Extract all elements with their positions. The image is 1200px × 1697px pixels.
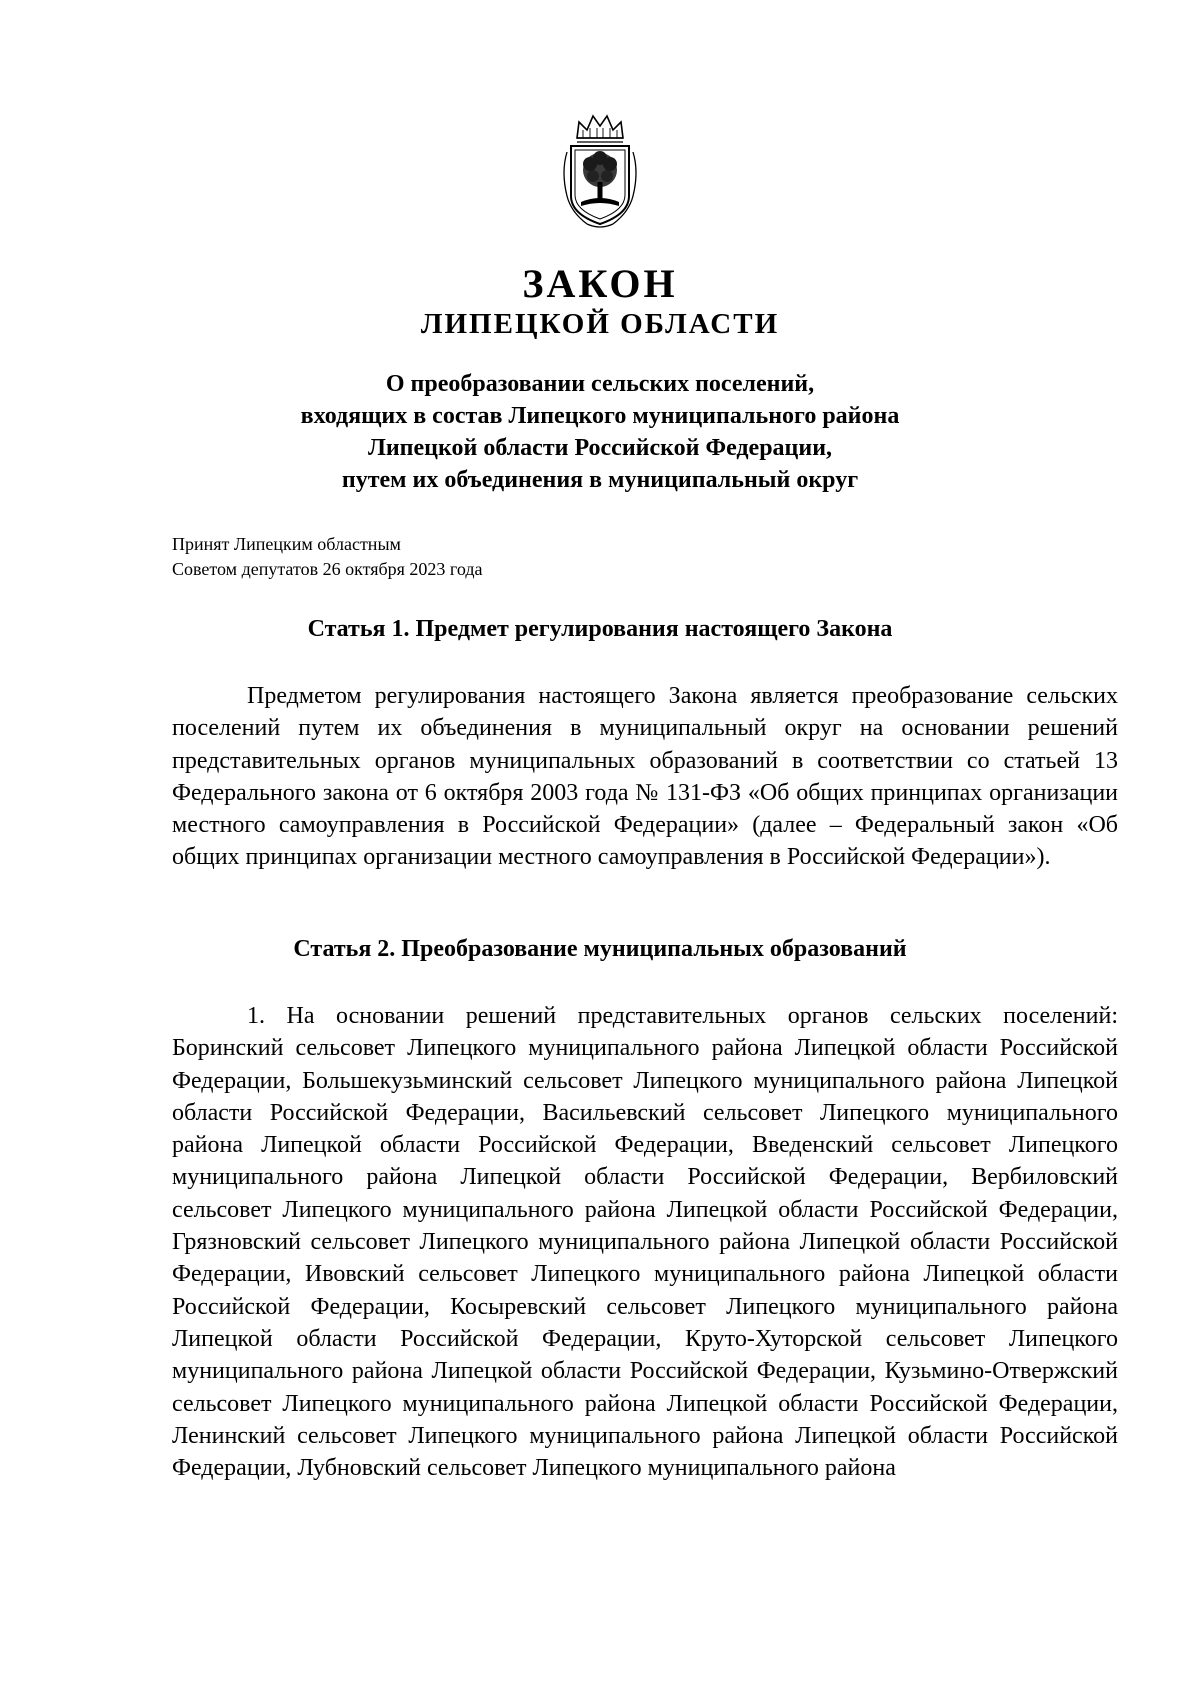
article-1-title: Статья 1. Предмет регулирования настоящего Закона	[307, 616, 893, 642]
law-title: ЗАКОН	[522, 261, 678, 306]
article-2-title: Статья 2. Преобразование муниципальных образований	[293, 936, 907, 962]
adoption-note-line: Принят Липецким областным	[172, 534, 401, 554]
article-2-paragraph: 1. На основании решений представительных органов сельских поселений: Боринский сельсовет Липецкого муниципального района Липецкой области Российской Федерации, Большекузьминский сельсовет Липецкого муниципального района Липецкой области Российской Федерации, Васильевский сельсовет Липецкого муниципального района Липецкой области Российской Федерации, Введенский сельсовет Липецкого муниципального района Липецкой области Российской Федерации, Вербиловский сельсовет Липецкого муниципального района Липецкой области Российской Федерации, Грязновский сельсовет Липецкого муниципального района Липецкой области Российской Федерации, Ивовский сельсовет Липецкого муниципального района Липецкой области Российской Федерации, Косыревский сельсовет Липецкого муниципального района Липецкой области Российской Федерации, Круто-Хуторской сельсовет Липецкого муниципального района Липецкой области Российской Федерации, Кузьмино-Отвержский сельсовет Липецкого муниципального района Липецкой области Российской Федерации, Ленинский сельсовет Липецкого муниципального района Липецкой области Российской Федерации, Лубновский сельсовет Липецкого муниципального района	[172, 1003, 1118, 1482]
law-heading	[150, 368, 1050, 496]
coat-of-arms-icon	[557, 112, 643, 232]
law-heading-line: входящих в состав Липецкого муниципального района	[300, 403, 900, 429]
adoption-note-line: Советом депутатов 26 октября 2023 года	[172, 559, 483, 579]
law-heading-line: О преобразовании сельских поселений,	[385, 371, 815, 397]
law-heading-line: Липецкой области Российской Федерации,	[367, 435, 833, 461]
adoption-note	[172, 532, 483, 582]
article-1-paragraph: Предметом регулирования настоящего Закона является преобразование сельских поселений путем их объединения в муниципальный округ на основании решений представительных органов муниципальных образований в соответствии со статьей 13 Федерального закона от 6 октября 2003 года № 131-ФЗ «Об общих принципах организации местного самоуправления в Российской Федерации» (далее – Федеральный закон «Об общих принципах организации местного самоуправления в Российской Федерации»).	[172, 683, 1118, 871]
law-subtitle: ЛИПЕЦКОЙ ОБЛАСТИ	[420, 308, 780, 340]
law-heading-line: путем их объединения в муниципальный округ	[341, 467, 859, 493]
